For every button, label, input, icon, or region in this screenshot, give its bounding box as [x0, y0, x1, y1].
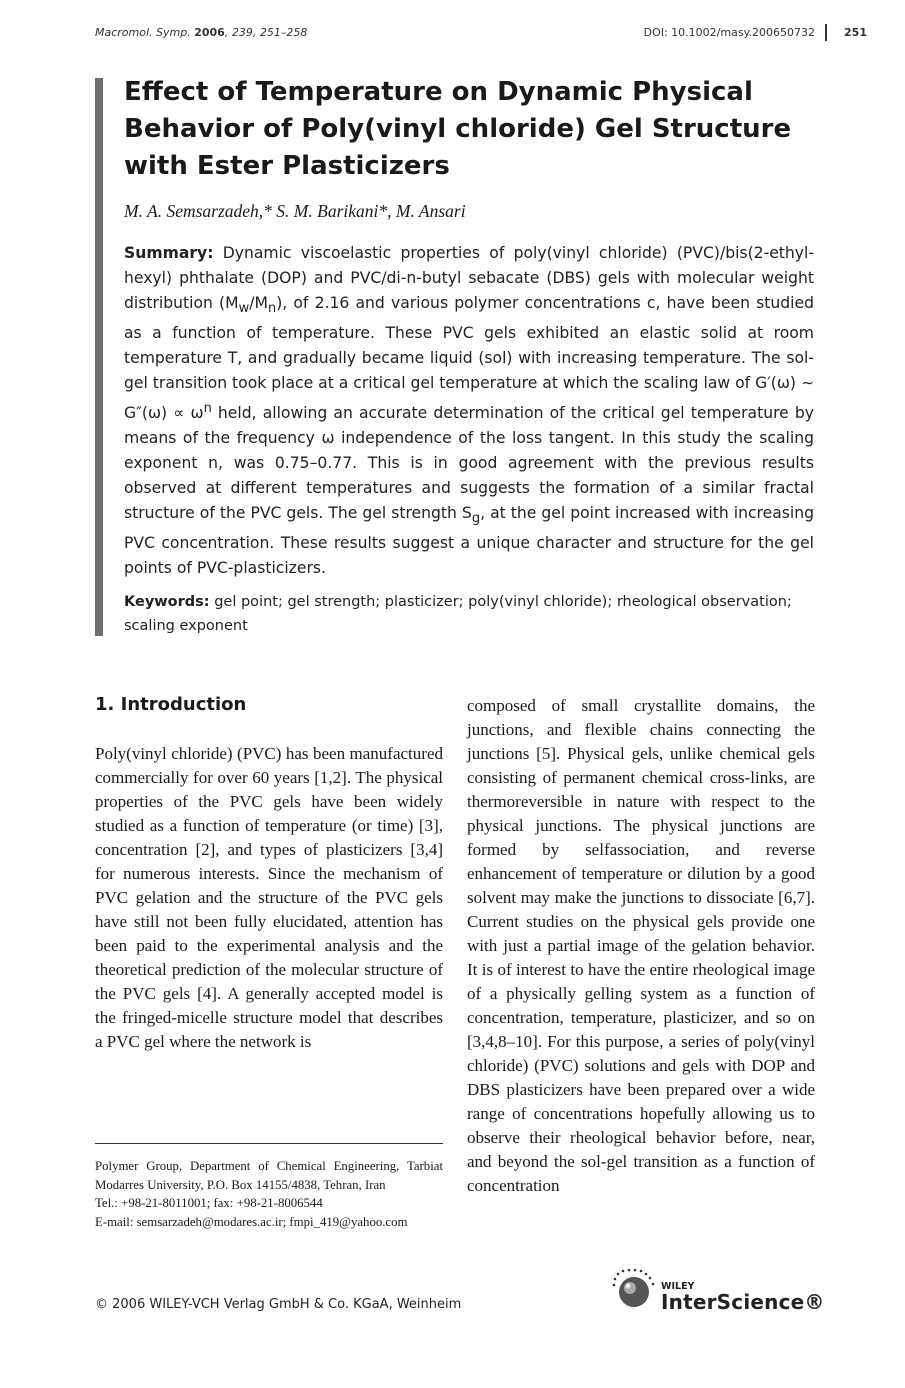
footnote-email: E-mail: semsarzadeh@modares.ac.ir; fmpi_419@yahoo.com — [95, 1214, 408, 1229]
running-header — [95, 26, 867, 44]
keywords: Keywords: gel point; gel strength; plasticizer; poly(vinyl chloride); rheological observation; scaling exponent — [124, 594, 792, 634]
abstract-side-bar — [95, 78, 103, 636]
summary: Summary: Dynamic viscoelastic properties of poly(vinyl chloride) (PVC)/bis(2-ethyl-hexyl) phthalate (DOP) and PVC/di-n-butyl sebacate (DBS) gels with molecular weight distribution $(M_w/M_n)$, of 2.16 and various polymer concentrations c, have been studied as a function of temperature. These PVC gels exhibited an elastic solid at room temperature T, and gradually became liquid (sol) with increasing temperature. The sol-gel transition took place at a critical gel temperature at which the scaling law of G′(ω) ∼ $G''(\omega) \propto \omega^n$ held, allowing an accurate determination of the critical gel temperature by means of the frequency ω independence of the loss tangent. In this study the scaling exponent n, was 0.75–0.77. This is in good agreement with the previous results observed at different temperatures and suggests the formation of a similar fractal structure of the PVC gels. The gel strength $S_g$, at the gel point increased with increasing PVC concentration. These results suggest a unique character and structure for the gel points of PVC-plasticizers. — [124, 244, 815, 578]
article-title: Effect of Temperature on Dynamic Physical Behavior of Poly(vinyl chloride) Gel Structure with Ester Plasticizers — [124, 77, 792, 181]
copyright-notice: © 2006 WILEY-VCH Verlag GmbH & Co. KGaA, Weinheim — [95, 1297, 462, 1312]
scaling-law-formula: G′(ω) ∼ G″(ω) ∝ ω — [124, 374, 815, 423]
doi: DOI: 10.1002/masy.200650732 — [643, 26, 815, 39]
author-footnote — [95, 1157, 443, 1231]
footnote-phone: Tel.: +98-21-8011001; fax: +98-21-8006544 — [95, 1196, 323, 1210]
abstract-block — [95, 78, 820, 636]
page-number-divider — [825, 24, 827, 41]
wiley-interscience-logo — [612, 1268, 825, 1314]
footnote-affiliation: Polymer Group, Department of Chemical Engineering, Tarbiat Modarres University, P.O. Box 14155/4838, Tehran, Iran — [95, 1159, 443, 1192]
page-number: 251 — [844, 26, 867, 39]
footnote-divider — [95, 1143, 443, 1144]
author-list: M. A. Semsarzadeh,* S. M. Barikani*, M. Ansari — [124, 201, 466, 221]
globe-icon — [612, 1268, 658, 1314]
journal-citation: Macromol. Symp. 2006, 239, 251–258 — [95, 26, 308, 39]
body-text-right-column: composed of small crystallite domains, the junctions, and flexible chains connecting the junctions [5]. Physical gels, unlike chemical gels consisting of permanent chemical cross-links, are thermoreversible in nature with respect to the physical junctions. The physical junctions are formed by selfassociation, and reverse enhancement of temperature or dilution by a good solvent may make the junctions to dissociate [6,7]. Current studies on the physical gels provide one with just a partial image of the gelation behavior. It is of interest to have the entire rheological image of a physically gelling system as a function of concentration, temperature, plasticizer, and so on [3,4,8–10]. For this purpose, a series of poly(vinyl chloride) (PVC) solutions and gels with DOP and DBS plasticizers have been prepared over a wide range of concentrations hopefully allowing us to observe their rheological behavior before, near, and beyond the sol-gel transition as a function of concentration — [467, 696, 815, 1195]
body-text-left-column: Poly(vinyl chloride) (PVC) has been manufactured commercially for over 60 years [1,2]. The physical properties of the PVC gels have been widely studied as a function of temperature (or time) [3], concentration [2], and types of plasticizers [3,4] for numerous interests. Since the mechanism of PVC gelation and the structure of the PVC gels have still not been fully elucidated, attention has been paid to the experimental analysis and the theoretical prediction of the molecular structure of the PVC gels [4]. A generally accepted model is the fringed-micelle structure model that describes a PVC gel where the network is — [95, 744, 443, 1051]
section-heading-introduction: 1. Introduction — [95, 694, 247, 715]
logo-interscience-text: InterScience® — [661, 1290, 825, 1314]
logo-wiley-text: WILEY — [661, 1281, 695, 1292]
summary-label: Summary: — [124, 244, 214, 262]
keywords-label: Keywords: — [124, 594, 210, 610]
